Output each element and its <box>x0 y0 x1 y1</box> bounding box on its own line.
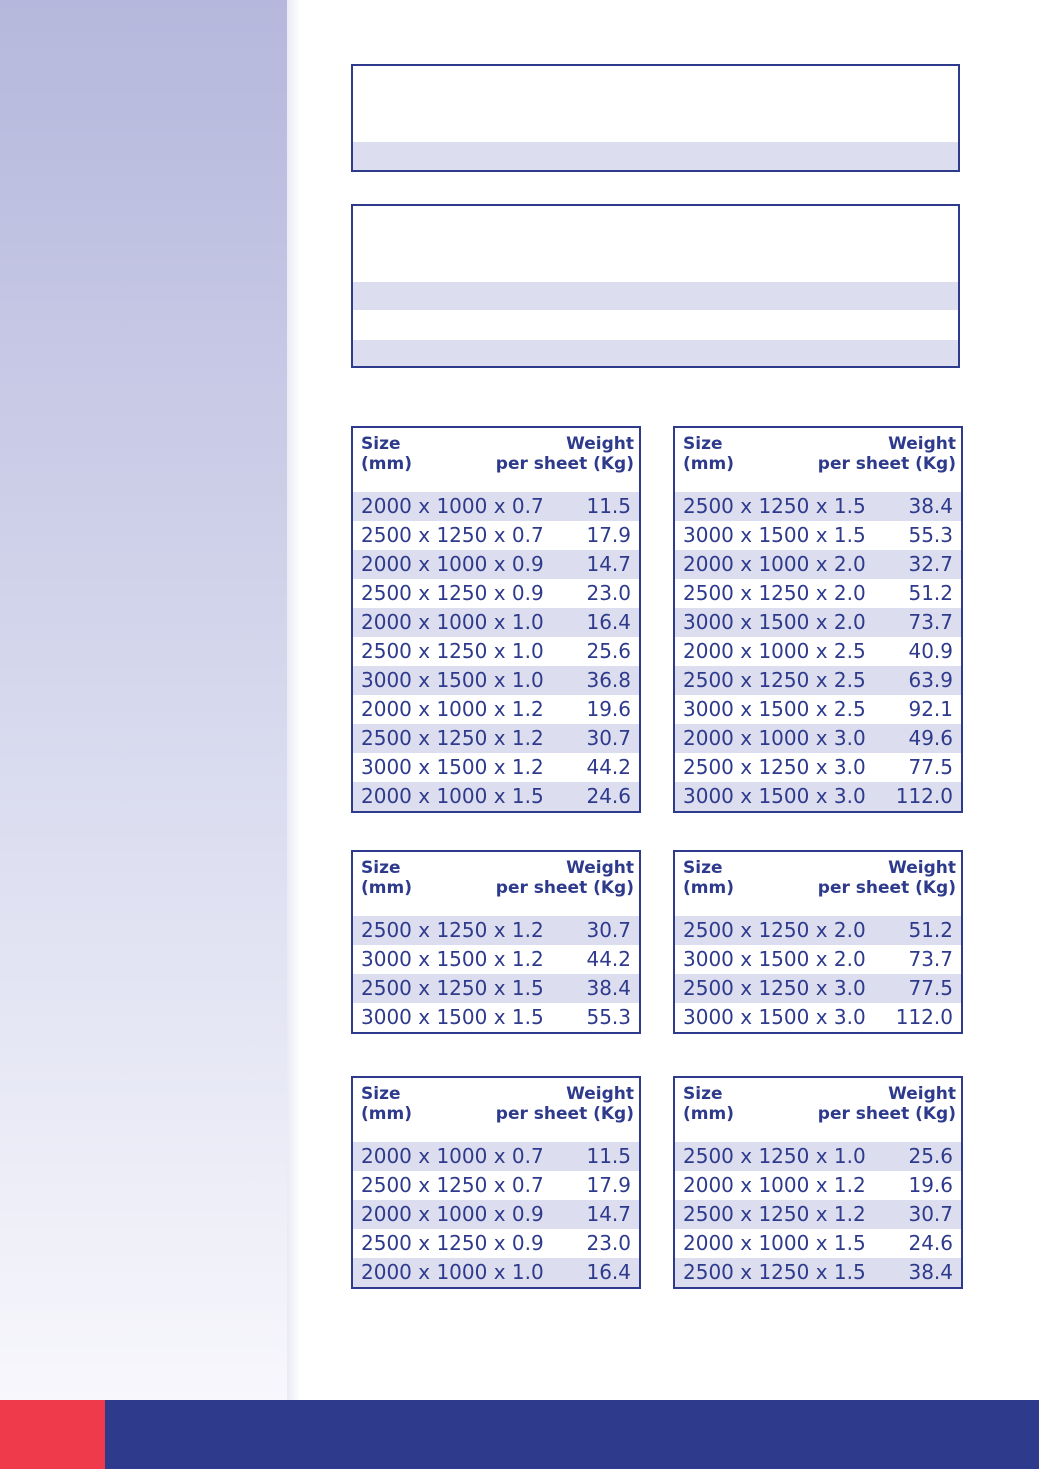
empty-box-2 <box>351 204 960 368</box>
size-cell: 2500 x 1250 x 1.5 <box>683 494 866 518</box>
table-row <box>353 492 639 521</box>
table-row <box>675 724 961 753</box>
size-cell: 2000 x 1000 x 0.9 <box>361 1202 544 1226</box>
weight-unit: per sheet (Kg) <box>817 1104 956 1124</box>
size-unit: (mm) <box>683 1104 734 1124</box>
box-stripe <box>353 142 958 170</box>
weight-cell: 55.3 <box>908 523 953 547</box>
table-row <box>353 945 639 974</box>
weight-cell: 11.5 <box>586 1144 631 1168</box>
weight-label: Weight <box>566 434 634 454</box>
weight-cell: 49.6 <box>908 726 953 750</box>
weight-cell: 24.6 <box>586 784 631 808</box>
size-cell: 2500 x 1250 x 1.2 <box>361 726 544 750</box>
table-row <box>353 637 639 666</box>
table-row <box>353 1200 639 1229</box>
size-cell: 2000 x 1000 x 3.0 <box>683 726 866 750</box>
table-row <box>675 1171 961 1200</box>
table-row <box>675 1003 961 1032</box>
size-cell: 2000 x 1000 x 0.9 <box>361 552 544 576</box>
weight-cell: 112.0 <box>895 1005 953 1029</box>
table-header <box>675 1078 961 1142</box>
weight-unit: per sheet (Kg) <box>495 1104 634 1124</box>
table-row <box>353 1171 639 1200</box>
weight-cell: 38.4 <box>586 976 631 1000</box>
size-cell: 2000 x 1000 x 0.7 <box>361 494 544 518</box>
weight-cell: 19.6 <box>586 697 631 721</box>
weight-cell: 25.6 <box>908 1144 953 1168</box>
table-row <box>353 521 639 550</box>
size-cell: 2500 x 1250 x 2.0 <box>683 581 866 605</box>
size-cell: 2000 x 1000 x 0.7 <box>361 1144 544 1168</box>
size-cell: 3000 x 1500 x 3.0 <box>683 784 866 808</box>
weight-cell: 25.6 <box>586 639 631 663</box>
size-cell: 2500 x 1250 x 1.5 <box>361 976 544 1000</box>
weight-cell: 19.6 <box>908 1173 953 1197</box>
size-cell: 2500 x 1250 x 0.7 <box>361 1173 544 1197</box>
size-cell: 2500 x 1250 x 0.9 <box>361 581 544 605</box>
table-row <box>353 695 639 724</box>
size-label: Size <box>361 1084 401 1104</box>
size-cell: 2500 x 1250 x 1.2 <box>361 918 544 942</box>
weight-header <box>496 858 634 898</box>
weight-cell: 55.3 <box>586 1005 631 1029</box>
size-cell: 2500 x 1250 x 3.0 <box>683 976 866 1000</box>
weight-cell: 32.7 <box>908 552 953 576</box>
size-header <box>361 1084 412 1124</box>
weight-cell: 24.6 <box>908 1231 953 1255</box>
size-cell: 2000 x 1000 x 1.5 <box>683 1231 866 1255</box>
size-unit: (mm) <box>683 878 734 898</box>
size-header <box>683 434 734 474</box>
weight-table-5 <box>351 1076 641 1289</box>
size-label: Size <box>683 1084 723 1104</box>
table-row <box>353 579 639 608</box>
weight-cell: 23.0 <box>586 1231 631 1255</box>
weight-cell: 51.2 <box>908 918 953 942</box>
weight-cell: 77.5 <box>908 755 953 779</box>
weight-cell: 16.4 <box>586 1260 631 1284</box>
weight-label: Weight <box>566 858 634 878</box>
weight-cell: 30.7 <box>586 918 631 942</box>
table-header <box>353 852 639 916</box>
size-cell: 3000 x 1500 x 2.5 <box>683 697 866 721</box>
size-cell: 2500 x 1250 x 1.2 <box>683 1202 866 1226</box>
table-row <box>353 1003 639 1032</box>
weight-table-6 <box>673 1076 963 1289</box>
table-row <box>353 916 639 945</box>
weight-unit: per sheet (Kg) <box>495 878 634 898</box>
footer-red-block <box>0 1400 105 1469</box>
size-cell: 2000 x 1000 x 1.0 <box>361 610 544 634</box>
table-row <box>353 724 639 753</box>
table-row <box>675 916 961 945</box>
table-row <box>675 945 961 974</box>
size-cell: 2000 x 1000 x 1.0 <box>361 1260 544 1284</box>
weight-table-1 <box>351 426 641 813</box>
weight-header <box>496 434 634 474</box>
size-unit: (mm) <box>683 454 734 474</box>
weight-label: Weight <box>566 1084 634 1104</box>
sidebar-gradient <box>0 0 287 1400</box>
table-row <box>675 974 961 1003</box>
size-cell: 2500 x 1250 x 2.5 <box>683 668 866 692</box>
table-row <box>353 666 639 695</box>
weight-unit: per sheet (Kg) <box>817 454 956 474</box>
weight-cell: 11.5 <box>586 494 631 518</box>
weight-table-2 <box>673 426 963 813</box>
weight-cell: 63.9 <box>908 668 953 692</box>
weight-table-3 <box>351 850 641 1034</box>
weight-unit: per sheet (Kg) <box>817 878 956 898</box>
size-label: Size <box>361 858 401 878</box>
table-row <box>675 782 961 811</box>
size-cell: 2500 x 1250 x 0.9 <box>361 1231 544 1255</box>
table-row <box>675 550 961 579</box>
size-cell: 3000 x 1500 x 1.2 <box>361 755 544 779</box>
size-cell: 2500 x 1250 x 1.0 <box>361 639 544 663</box>
size-unit: (mm) <box>361 1104 412 1124</box>
table-row <box>675 666 961 695</box>
weight-header <box>818 858 956 898</box>
size-unit: (mm) <box>361 878 412 898</box>
weight-cell: 92.1 <box>908 697 953 721</box>
weight-cell: 17.9 <box>586 1173 631 1197</box>
weight-header <box>496 1084 634 1124</box>
size-cell: 3000 x 1500 x 1.5 <box>361 1005 544 1029</box>
size-cell: 2000 x 1000 x 2.0 <box>683 552 866 576</box>
table-row <box>675 1229 961 1258</box>
size-cell: 2500 x 1250 x 0.7 <box>361 523 544 547</box>
table-row <box>675 1142 961 1171</box>
size-cell: 2500 x 1250 x 3.0 <box>683 755 866 779</box>
size-cell: 3000 x 1500 x 1.5 <box>683 523 866 547</box>
table-header <box>353 1078 639 1142</box>
table-row <box>675 521 961 550</box>
size-cell: 2000 x 1000 x 2.5 <box>683 639 866 663</box>
footer-bar <box>105 1400 1039 1469</box>
size-cell: 2500 x 1250 x 2.0 <box>683 918 866 942</box>
weight-header <box>818 434 956 474</box>
size-label: Size <box>683 434 723 454</box>
table-row <box>675 492 961 521</box>
weight-cell: 14.7 <box>586 552 631 576</box>
table-row <box>675 579 961 608</box>
size-cell: 2000 x 1000 x 1.2 <box>683 1173 866 1197</box>
weight-cell: 16.4 <box>586 610 631 634</box>
weight-cell: 44.2 <box>586 755 631 779</box>
sidebar-edge <box>287 0 300 1400</box>
size-header <box>683 1084 734 1124</box>
weight-unit: per sheet (Kg) <box>495 454 634 474</box>
size-header <box>683 858 734 898</box>
table-row <box>675 608 961 637</box>
size-cell: 3000 x 1500 x 1.0 <box>361 668 544 692</box>
size-cell: 3000 x 1500 x 2.0 <box>683 610 866 634</box>
weight-cell: 51.2 <box>908 581 953 605</box>
table-row <box>353 550 639 579</box>
weight-cell: 30.7 <box>586 726 631 750</box>
weight-label: Weight <box>888 858 956 878</box>
table-row <box>353 1258 639 1287</box>
weight-cell: 38.4 <box>908 1260 953 1284</box>
table-header <box>675 428 961 492</box>
weight-cell: 38.4 <box>908 494 953 518</box>
table-row <box>353 1229 639 1258</box>
size-cell: 3000 x 1500 x 2.0 <box>683 947 866 971</box>
size-header <box>361 858 412 898</box>
size-label: Size <box>361 434 401 454</box>
weight-label: Weight <box>888 434 956 454</box>
table-row <box>353 974 639 1003</box>
weight-label: Weight <box>888 1084 956 1104</box>
box-stripe <box>353 282 958 310</box>
size-label: Size <box>683 858 723 878</box>
table-header <box>353 428 639 492</box>
size-cell: 2500 x 1250 x 1.5 <box>683 1260 866 1284</box>
weight-cell: 14.7 <box>586 1202 631 1226</box>
box-stripe <box>353 340 958 366</box>
weight-cell: 73.7 <box>908 947 953 971</box>
table-row <box>353 1142 639 1171</box>
weight-cell: 112.0 <box>895 784 953 808</box>
size-cell: 3000 x 1500 x 1.2 <box>361 947 544 971</box>
weight-cell: 30.7 <box>908 1202 953 1226</box>
size-unit: (mm) <box>361 454 412 474</box>
table-row <box>353 753 639 782</box>
weight-cell: 17.9 <box>586 523 631 547</box>
weight-cell: 73.7 <box>908 610 953 634</box>
weight-header <box>818 1084 956 1124</box>
size-cell: 2500 x 1250 x 1.0 <box>683 1144 866 1168</box>
size-header <box>361 434 412 474</box>
size-cell: 3000 x 1500 x 3.0 <box>683 1005 866 1029</box>
size-cell: 2000 x 1000 x 1.5 <box>361 784 544 808</box>
weight-cell: 44.2 <box>586 947 631 971</box>
weight-cell: 23.0 <box>586 581 631 605</box>
weight-cell: 40.9 <box>908 639 953 663</box>
weight-cell: 36.8 <box>586 668 631 692</box>
weight-table-4 <box>673 850 963 1034</box>
table-row <box>675 753 961 782</box>
empty-box-1 <box>351 64 960 172</box>
table-header <box>675 852 961 916</box>
table-row <box>675 637 961 666</box>
table-row <box>353 608 639 637</box>
size-cell: 2000 x 1000 x 1.2 <box>361 697 544 721</box>
table-row <box>675 695 961 724</box>
table-row <box>675 1200 961 1229</box>
weight-cell: 77.5 <box>908 976 953 1000</box>
table-row <box>675 1258 961 1287</box>
table-row <box>353 782 639 811</box>
